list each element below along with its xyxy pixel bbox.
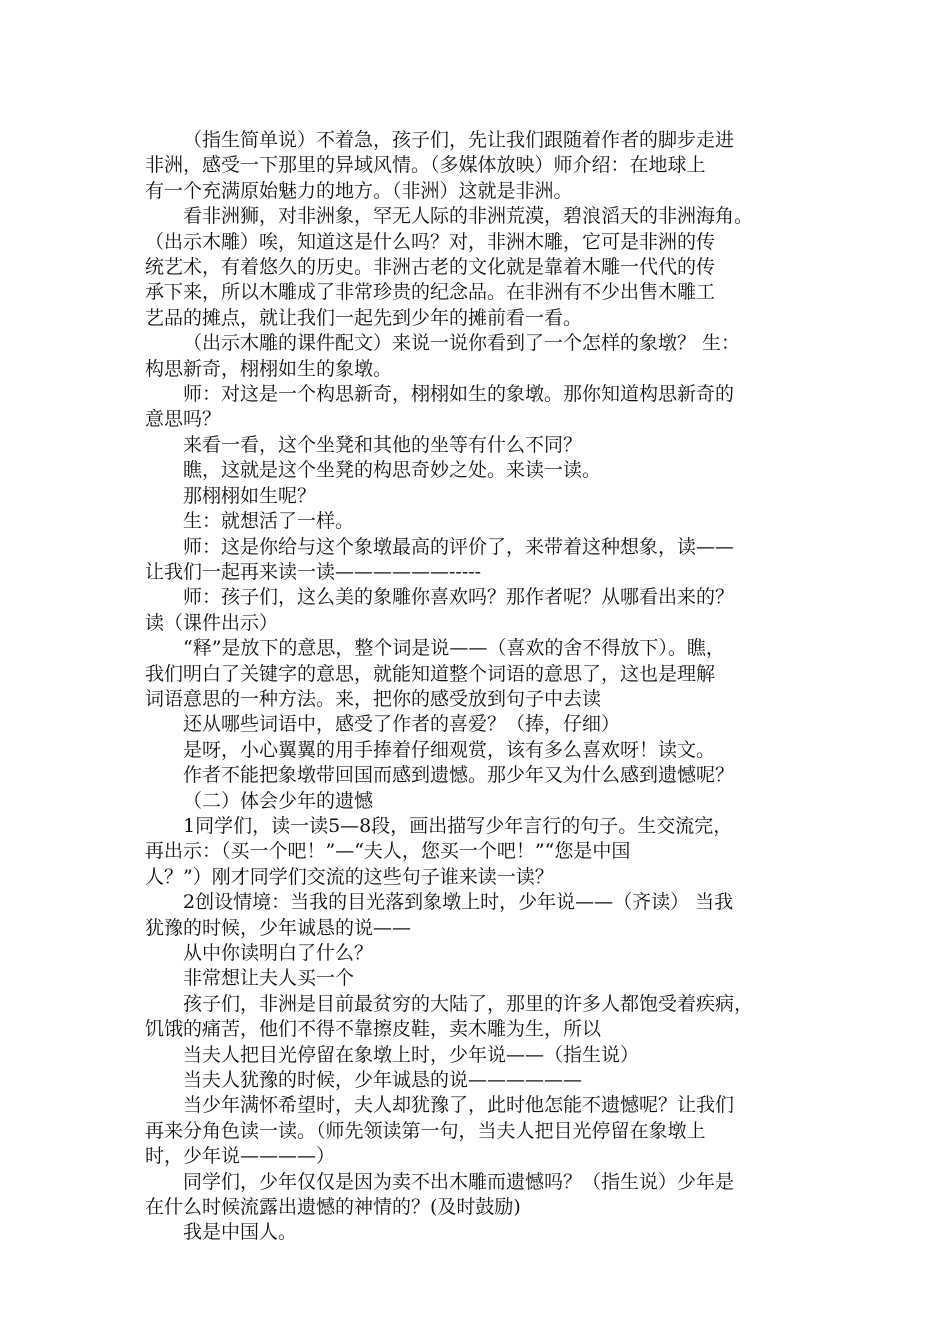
paragraph: 那栩栩如生呢？ xyxy=(183,484,317,507)
paragraph: 瞧，这就是这个坐凳的构思奇妙之处。来读一读。 xyxy=(183,459,602,482)
paragraph: 从中你读明白了什么？ xyxy=(183,942,374,964)
paragraph: 师：这是你给与这个象墩最高的评价了，来带着这种想象，读—— 让我们一起再来读一读——————----- xyxy=(145,535,735,583)
paragraph: 我是中国人。 xyxy=(183,1221,298,1244)
paragraph: 2创设情境：当我的目光落到象墩上时，少年说——（齐读） 当我 犹豫的时候，少年诚恳的说—— xyxy=(145,891,734,939)
paragraph: 同学们，少年仅仅是因为卖不出木雕而遗憾吗？（指生说）少年是 在什么时候流露出遗憾的神情的？(及时鼓励) xyxy=(145,1170,735,1219)
paragraph: 当夫人犹豫的时候，少年诚恳的说—————— xyxy=(183,1069,583,1092)
paragraph: 作者不能把象墩带回国而感到遗憾。那少年又为什么感到遗憾呢？ xyxy=(183,764,735,787)
paragraph: 生：就想活了一样。 xyxy=(183,510,355,533)
paragraph: 师：对这是一个构思新奇，栩栩如生的象墩。那你知道构思新奇的 意思吗？ xyxy=(145,383,735,431)
section-heading: （二）体会少年的遗憾 xyxy=(183,789,374,812)
paragraph: 来看一看，这个坐凳和其他的坐等有什么不同？ xyxy=(183,433,583,456)
paragraph: 1同学们，读一读5—8段，画出描写少年言行的句子。生交流完， 再出示：（买一个吧！”—“夫人，您买一个吧！”“您是中国 人？”）刚才同学们交流的这些句子谁来读一读？ xyxy=(145,814,733,888)
paragraph: 还从哪些词语中，感受了作者的喜爱？（捧，仔细） xyxy=(183,713,621,736)
paragraph: 师：孩子们，这么美的象雕你喜欢吗？那作者呢？从哪看出来的？ 读（课件出示） xyxy=(145,586,735,634)
document-body xyxy=(145,128,810,1246)
paragraph: （指生简单说）不着急，孩子们，先让我们跟随着作者的脚步走进 非洲，感受一下那里的异域风情。（多媒体放映）师介绍：在地球上 有一个充满原始魅力的地方。（非洲）这就是非洲。 xyxy=(145,129,735,202)
paragraph: （出示木雕的课件配文）来说一说你看到了一个怎样的象墩？ 生： 构思新奇，栩栩如生的象墩。 xyxy=(145,332,741,380)
paragraph: 当夫人把目光停留在象墩上时，少年说——（指生说） xyxy=(183,1043,640,1066)
paragraph: 看非洲狮，对非洲象，罕无人际的非洲荒漠，碧浪滔天的非洲海角。 （出示木雕）唉，知道这是什么吗？对，非洲木雕，它可是非洲的传 统艺术，有着悠久的历史。非洲古老的文化就是靠着木雕一代代的传 承下来，所以木雕成了非常珍贵的纪念品。在非洲有不少出售木雕工 艺品的摊点，就让我们一起先到少年的摊前看一看。 xyxy=(145,205,754,329)
paragraph: 孩子们，非洲是目前最贫穷的大陆了，那里的许多人都饱受着疾病， 饥饿的痛苦，他们不得不靠擦皮鞋，卖木雕为生，所以 xyxy=(145,992,754,1041)
paragraph: “释”是放下的意思，整个词是说——（喜欢的舍不得放下）。瞧， 我们明白了关键字的意思，就能知道整个词语的意思了，这也是理解 词语意思的一种方法。来，把你的感受放到句子中去读 xyxy=(145,637,725,710)
paragraph: 非常想让夫人买一个 xyxy=(183,967,355,990)
paragraph: 是呀，小心翼翼的用手捧着仔细观赏，该有多么喜欢呀！读文。 xyxy=(183,738,716,761)
paragraph: 当少年满怀希望时，夫人却犹豫了，此时他怎能不遗憾呢？让我们 再来分角色读一读。（师先领读第一句，当夫人把目光停留在象墩上 时，少年说————） xyxy=(145,1094,735,1168)
